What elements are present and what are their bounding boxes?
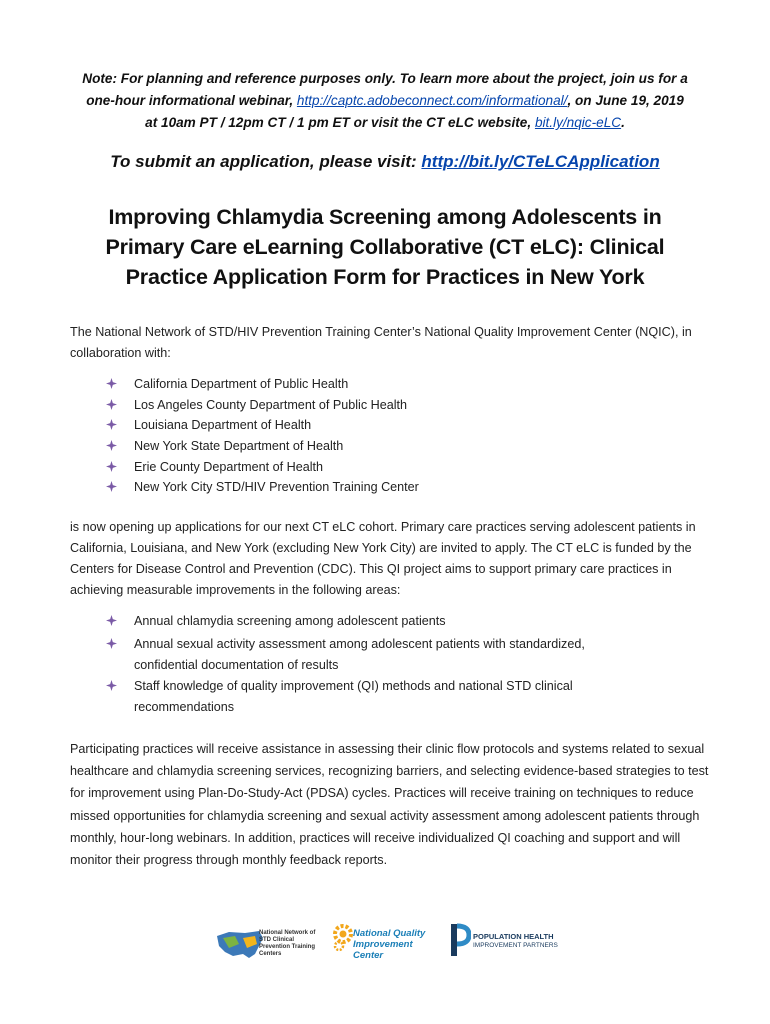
webinar-link[interactable]: http://captc.adobeconnect.com/informational/ bbox=[296, 93, 568, 108]
diamond-bullet-icon bbox=[106, 634, 134, 676]
note-line-3: at 10am PT / 12pm CT / 1 pm ET or visit the CT eLC website, bit.ly/nqic-eLC. bbox=[145, 115, 625, 130]
diamond-bullet-icon bbox=[106, 477, 134, 498]
page-title bbox=[40, 202, 730, 292]
partner-list bbox=[106, 374, 706, 498]
list-item: Annual sexual activity assessment among adolescent patients with standardized, confidential documentation of results bbox=[106, 634, 626, 676]
title-line-3: Practice Application Form for Practices in New York bbox=[125, 265, 645, 289]
list-item: New York City STD/HIV Prevention Training Center bbox=[106, 477, 706, 498]
website-link[interactable]: bit.ly/nqic-eLC bbox=[534, 115, 622, 130]
title-line-2: Primary Care eLearning Collaborative (CT eLC): Clinical bbox=[105, 235, 665, 259]
note-line-2: one-hour informational webinar, http://captc.adobeconnect.com/informational/, on June 19, 2019 bbox=[86, 93, 684, 108]
partner-logos bbox=[215, 918, 635, 968]
title-line-1: Improving Chlamydia Screening among Adolescents in bbox=[108, 205, 662, 229]
phip-mark-icon bbox=[449, 922, 471, 958]
nqic-logo: National Quality Improvement Center bbox=[331, 918, 443, 968]
gear-icon bbox=[331, 922, 355, 952]
diamond-bullet-icon bbox=[106, 395, 134, 416]
planning-note bbox=[40, 68, 730, 134]
improvement-areas-list bbox=[106, 611, 706, 718]
diamond-bullet-icon bbox=[106, 436, 134, 457]
intro-paragraph: The National Network of STD/HIV Prevention Training Center’s National Quality Improvement Center (NQIC), in collaboration with: bbox=[70, 325, 692, 360]
diamond-bullet-icon bbox=[106, 374, 134, 395]
list-item: Staff knowledge of quality improvement (QI) methods and national STD clinical recommendations bbox=[106, 676, 646, 718]
ncsd-logo: National Network of STD Clinical Prevention Training Centers bbox=[215, 918, 325, 968]
diamond-bullet-icon bbox=[106, 611, 134, 634]
list-item: California Department of Public Health bbox=[106, 374, 706, 395]
list-item: Annual chlamydia screening among adolescent patients bbox=[106, 611, 706, 634]
application-link[interactable]: http://bit.ly/CTeLCApplication bbox=[421, 152, 660, 171]
diamond-bullet-icon bbox=[106, 676, 134, 718]
us-map-icon bbox=[215, 924, 265, 964]
list-item: Los Angeles County Department of Public Health bbox=[106, 395, 706, 416]
list-item: New York State Department of Health bbox=[106, 436, 706, 457]
list-item: Erie County Department of Health bbox=[106, 457, 706, 478]
cohort-paragraph: is now opening up applications for our next CT eLC cohort. Primary care practices serving adolescent patients in California, Louisiana, and New York (excluding New York City) are invited to apply. The CT eLC is funded by the Centers for Disease Control and Prevention (CDC). This QI project aims to support primary care practices in achieving measurable improvements in the following areas: bbox=[70, 520, 696, 597]
phip-logo: POPULATION HEALTH IMPROVEMENT PARTNERS bbox=[449, 918, 579, 968]
diamond-bullet-icon bbox=[106, 415, 134, 436]
participation-paragraph: Participating practices will receive assistance in assessing their clinic flow protocols and systems related to sexual healthcare and chlamydia screening services, recognizing barriers, and selecting evidence-based strategies to test for improvement using Plan-Do-Study-Act (PDSA) cycles. Practices will receive training on techniques to reduce missed opportunities for chlamydia screening and sexual activity assessment among adolescent patients through monthly, hour-long webinars. In addition, practices will receive individualized QI coaching and support and will monitor their progress through monthly feedback reports. bbox=[70, 742, 709, 868]
list-item: Louisiana Department of Health bbox=[106, 415, 706, 436]
diamond-bullet-icon bbox=[106, 457, 134, 478]
note-line-1: Note: For planning and reference purposes only. To learn more about the project, join us for a bbox=[82, 71, 688, 86]
submit-instructions: To submit an application, please visit: http://bit.ly/CTeLCApplication bbox=[110, 152, 660, 171]
